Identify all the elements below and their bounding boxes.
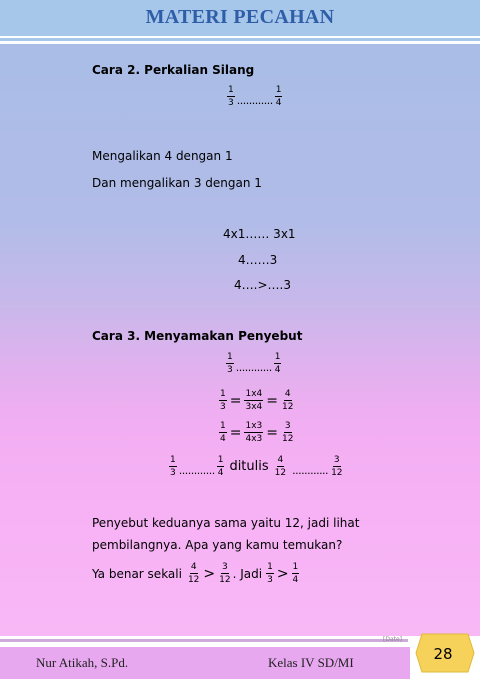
dots: ............ (236, 94, 273, 107)
fraction: $\frac{4}{12}$ (281, 389, 294, 412)
fraction: $\frac{4}{12}$ (187, 562, 200, 585)
cara3-equation1: $\frac{1}{3}$ = $\frac{1x4}{3x4}$ = $\frac{4}{12}$ (220, 389, 294, 412)
fraction: $\frac{3}{12}$ (331, 455, 343, 478)
dots: ............ (178, 464, 215, 477)
cara2-line1: Mengalikan 4 dengan 1 (92, 149, 233, 163)
fraction: $\frac{1}{4}$ (274, 352, 281, 375)
cara2-heading: Cara 2. Perkalian Silang (92, 63, 255, 77)
cara2-line2: Dan mengalikan 3 dengan 1 (92, 176, 262, 190)
fraction: $\frac{3}{12}$ (219, 562, 231, 585)
conclusion-text: . Jadi (232, 566, 263, 581)
cara3-equation2: $\frac{1}{4}$ = $\frac{1x3}{4x3}$ = $\frac{3}{12}$ (220, 421, 294, 444)
cara3-conclusion (92, 562, 300, 585)
cara2-calc1: 4x1…… 3x1 (223, 227, 296, 241)
cara3-heading: Cara 3. Menyamakan Penyebut (92, 329, 303, 343)
cara3-para2: pembilangnya. Apa yang kamu temukan? (92, 538, 343, 552)
fraction: $\frac{1}{4}$ (275, 85, 282, 108)
header-rule (0, 38, 480, 41)
dots: ............ (235, 361, 272, 374)
cara2-fraction-compare (226, 85, 283, 108)
fraction: $\frac{1}{4}$ (292, 562, 299, 585)
footer-rule (0, 639, 408, 642)
cara2-calc2: 4……3 (238, 253, 278, 267)
page-title: MATERI PECAHAN (145, 6, 335, 28)
page-number: 28 (433, 645, 453, 663)
cara2-calc3: 4….>….3 (234, 278, 291, 292)
ditulis-word: ditulis (229, 459, 269, 474)
dots: ............ (292, 464, 329, 477)
fraction: $\frac{1}{3}$ (227, 352, 233, 375)
cara3-para1: Penyebut keduanya sama yaitu 12, jadi lihat (92, 516, 360, 530)
author-name: Nur Atikah, S.Pd. (36, 655, 129, 670)
fraction: $\frac{1}{3}$ (220, 389, 226, 412)
fraction: $\frac{1}{4}$ (217, 455, 224, 478)
fraction: $\frac{1}{3}$ (228, 85, 234, 108)
fraction: $\frac{1x3}{4x3}$ (245, 421, 263, 444)
conclusion-text: Ya benar sekali (92, 566, 182, 581)
fraction: $\frac{1}{3}$ (170, 455, 176, 478)
gt-symbol: > (276, 565, 289, 582)
fraction: $\frac{3}{12}$ (281, 421, 294, 444)
class-label: Kelas IV SD/MI (268, 655, 354, 670)
gt-symbol: > (203, 565, 216, 582)
fraction: $\frac{1}{4}$ (220, 421, 226, 444)
cara3-ditulis-line (168, 455, 345, 478)
cara3-fraction-compare (225, 352, 282, 375)
fraction: $\frac{1}{3}$ (267, 562, 273, 585)
fraction: $\frac{1x4}{3x4}$ (245, 389, 263, 412)
date-placeholder: [Date] (383, 636, 403, 643)
fraction: $\frac{4}{12}$ (274, 455, 287, 478)
